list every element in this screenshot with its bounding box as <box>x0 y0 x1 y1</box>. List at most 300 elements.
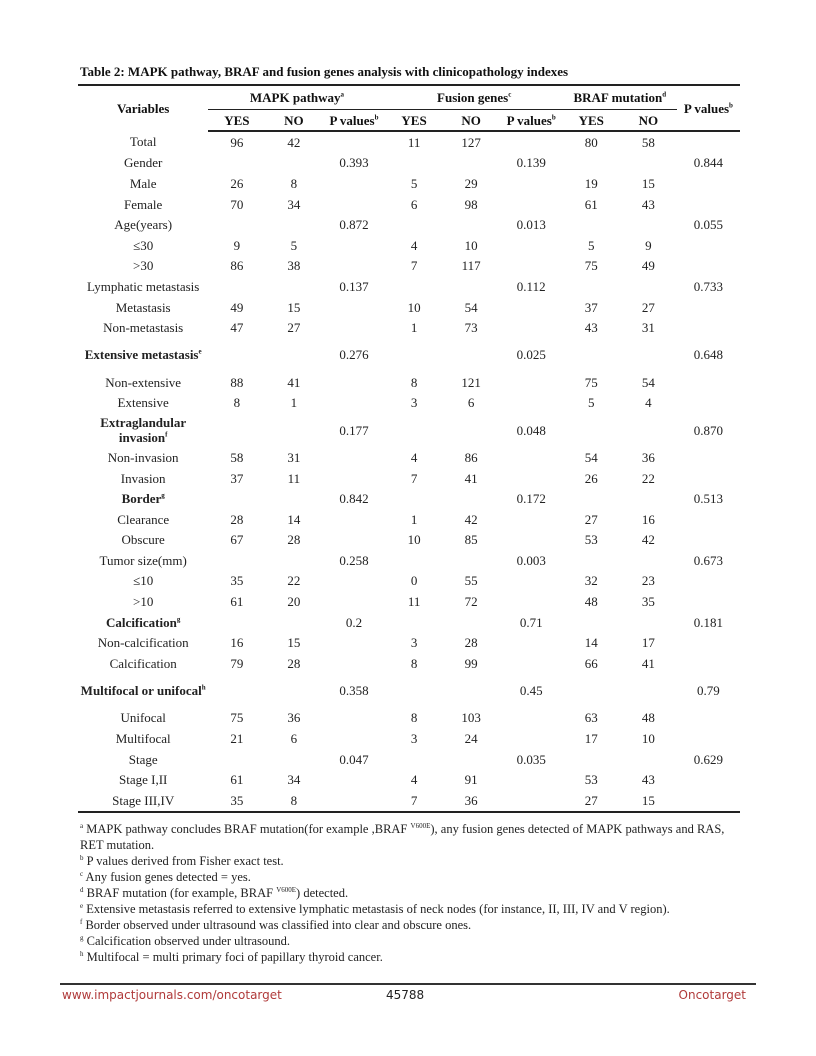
cell-braf-no: 16 <box>641 511 655 527</box>
cell-braf-no: 17 <box>641 635 655 651</box>
cell-braf-yes <box>563 612 620 633</box>
cell-braf-yes <box>563 749 620 770</box>
cell-fusion-yes: 4 <box>410 772 418 788</box>
table-row <box>78 790 740 812</box>
cell-braf-p <box>677 297 740 318</box>
cell-braf-yes: 66 <box>584 655 598 671</box>
cell-fusion-yes: 4 <box>410 237 418 253</box>
cell-fusion-p <box>500 530 563 551</box>
cell-mapk-yes <box>208 674 265 708</box>
cell-braf-p: 0.513 <box>693 491 724 507</box>
cell-braf-yes <box>563 276 620 297</box>
cell-mapk-yes: 28 <box>230 511 244 527</box>
results-table <box>78 84 740 813</box>
cell-mapk-yes: 21 <box>230 731 244 747</box>
cell-fusion-yes <box>386 214 443 235</box>
cell-fusion-p: 0.013 <box>516 217 546 233</box>
cell-mapk-yes: 16 <box>230 635 244 651</box>
cell-mapk-p <box>322 393 385 414</box>
table-row <box>78 393 740 414</box>
cell-braf-p: 0.733 <box>693 278 724 294</box>
cell-mapk-no: 34 <box>287 196 301 212</box>
cell-mapk-p: 0.177 <box>339 422 369 438</box>
header-p-values-braf: P values$^b$ <box>677 85 740 131</box>
cell-fusion-p <box>500 632 563 653</box>
cell-fusion-no <box>443 276 500 297</box>
cell-fusion-p <box>500 509 563 530</box>
cell-mapk-no: 38 <box>287 258 301 274</box>
cell-braf-no: 27 <box>641 299 655 315</box>
cell-braf-p <box>677 509 740 530</box>
cell-braf-yes: 48 <box>584 594 598 610</box>
cell-mapk-yes <box>208 488 265 509</box>
row-label: Lymphatic metastasis <box>87 278 200 294</box>
cell-mapk-p <box>322 769 385 790</box>
page-number: 45788 <box>386 988 425 1002</box>
cell-mapk-no: 6 <box>290 731 298 747</box>
row-label: Metastasis <box>115 299 171 315</box>
cell-mapk-yes <box>208 749 265 770</box>
cell-mapk-yes: 8 <box>233 395 241 411</box>
row-label: Total <box>129 134 157 150</box>
cell-braf-no: 58 <box>641 134 655 150</box>
cell-mapk-yes <box>208 153 265 174</box>
cell-fusion-p <box>500 194 563 215</box>
header-row-groups <box>78 85 740 110</box>
cell-fusion-yes: 7 <box>386 790 443 812</box>
row-label: Non-calcification <box>97 635 189 651</box>
cell-mapk-no: 42 <box>287 134 301 150</box>
cell-fusion-yes: 8 <box>410 655 418 671</box>
cell-fusion-yes: 6 <box>410 196 418 212</box>
cell-fusion-no: 10 <box>464 237 478 253</box>
cell-mapk-yes: 70 <box>230 196 244 212</box>
cell-braf-no <box>620 214 677 235</box>
cell-fusion-no: 103 <box>461 710 481 726</box>
cell-braf-yes: 14 <box>584 635 598 651</box>
cell-fusion-yes <box>386 749 443 770</box>
footnote: $^a$ MAPK pathway concludes BRAF mutation(for example ,BRAF $^{V600E}$), any fusion genes detected of MAPK pathways and RAS, RET mutation. <box>80 821 725 852</box>
cell-braf-no: 15 <box>620 790 677 812</box>
row-label: Multifocal or unifocal$^h$ <box>80 683 206 699</box>
row-label: Clearance <box>117 511 170 527</box>
table-row <box>78 488 740 509</box>
cell-fusion-no: 54 <box>464 299 478 315</box>
cell-braf-no: 43 <box>641 772 655 788</box>
cell-mapk-p <box>322 297 385 318</box>
table-row <box>78 708 740 729</box>
cell-mapk-p <box>322 571 385 592</box>
cell-mapk-no: 20 <box>287 594 301 610</box>
header-fusion-yes: YES <box>386 110 443 132</box>
cell-braf-yes: 37 <box>584 299 598 315</box>
cell-fusion-p <box>500 591 563 612</box>
header-fusion-no: NO <box>443 110 500 132</box>
row-label: Male <box>129 175 157 191</box>
cell-braf-p <box>677 530 740 551</box>
cell-mapk-yes: 61 <box>230 772 244 788</box>
cell-braf-yes: 5 <box>588 237 595 253</box>
cell-braf-p <box>677 571 740 592</box>
cell-mapk-yes: 79 <box>230 655 244 671</box>
cell-braf-yes <box>563 153 620 174</box>
cell-braf-yes: 26 <box>584 470 598 486</box>
cell-braf-p <box>677 256 740 277</box>
row-label: >30 <box>133 258 154 274</box>
cell-mapk-p <box>322 317 385 338</box>
cell-fusion-no: 85 <box>464 532 478 548</box>
cell-braf-p <box>677 447 740 468</box>
table-row <box>78 728 740 749</box>
cell-fusion-p <box>500 708 563 729</box>
cell-fusion-no: 98 <box>464 196 478 212</box>
table-row <box>78 317 740 338</box>
table-row <box>78 153 740 174</box>
cell-fusion-p: 0.45 <box>519 683 543 699</box>
cell-fusion-p <box>500 769 563 790</box>
cell-braf-yes: 27 <box>563 790 620 812</box>
cell-fusion-p: 0.048 <box>516 422 546 438</box>
journal-name: Oncotarget <box>678 988 746 1002</box>
cell-braf-p <box>677 591 740 612</box>
cell-braf-yes: 17 <box>584 731 598 747</box>
cell-braf-yes: 43 <box>584 320 598 336</box>
cell-fusion-no: 127 <box>461 134 481 150</box>
cell-fusion-yes: 3 <box>410 395 418 411</box>
cell-braf-no <box>620 749 677 770</box>
cell-mapk-no <box>265 674 322 708</box>
cell-mapk-no: 28 <box>287 532 301 548</box>
table-row <box>78 173 740 194</box>
cell-fusion-no: 55 <box>464 573 478 589</box>
footnote: $^h$ Multifocal = multi primary foci of papillary thyroid cancer. <box>80 949 383 964</box>
cell-mapk-p: 0.2 <box>345 614 363 630</box>
row-label: Tumor size(mm) <box>99 552 187 568</box>
cell-mapk-yes <box>208 338 265 372</box>
row-label: Stage III,IV <box>78 790 208 812</box>
cell-fusion-p <box>500 317 563 338</box>
table-row <box>78 413 740 447</box>
cell-fusion-yes: 1 <box>410 320 418 336</box>
row-label: Extensive metastasis$^e$ <box>84 347 202 363</box>
header-variables: Variables <box>78 85 208 131</box>
row-label: Gender <box>124 155 163 171</box>
cell-mapk-p <box>322 447 385 468</box>
cell-fusion-p: 0.139 <box>516 155 546 171</box>
row-label: Extensive <box>117 395 169 411</box>
cell-braf-p <box>677 790 740 812</box>
cell-braf-no: 36 <box>641 449 655 465</box>
cell-fusion-yes <box>386 413 443 447</box>
cell-braf-yes <box>563 214 620 235</box>
cell-mapk-p: 0.842 <box>339 491 369 507</box>
cell-fusion-p <box>500 372 563 393</box>
cell-fusion-no: 42 <box>464 511 478 527</box>
cell-mapk-p <box>322 235 385 256</box>
row-label: >10 <box>133 594 154 610</box>
cell-mapk-p <box>322 632 385 653</box>
cell-mapk-no <box>265 749 322 770</box>
cell-mapk-p: 0.047 <box>339 751 369 767</box>
table-body <box>78 131 740 812</box>
header-braf-no: NO <box>620 110 677 132</box>
row-label: Border$^g$ <box>121 491 165 507</box>
table-row <box>78 612 740 633</box>
cell-braf-no: 23 <box>641 573 655 589</box>
row-label: ≤30 <box>133 237 154 253</box>
cell-mapk-yes: 49 <box>230 299 244 315</box>
header-mapk-p: P values$^b$ <box>322 110 385 132</box>
cell-fusion-p <box>500 728 563 749</box>
cell-mapk-p <box>322 530 385 551</box>
cell-mapk-no: 15 <box>287 299 301 315</box>
cell-fusion-p <box>500 256 563 277</box>
table-row <box>78 447 740 468</box>
footer-rule <box>60 983 756 985</box>
cell-braf-no: 22 <box>641 470 655 486</box>
row-label: Invasion <box>120 470 166 486</box>
cell-braf-no: 43 <box>641 196 655 212</box>
cell-braf-no: 48 <box>641 710 655 726</box>
cell-mapk-yes: 96 <box>230 134 244 150</box>
row-label: ≤10 <box>133 573 154 589</box>
table-row <box>78 194 740 215</box>
cell-mapk-p <box>322 131 385 153</box>
cell-fusion-yes: 1 <box>410 511 418 527</box>
table-row <box>78 530 740 551</box>
cell-mapk-p: 0.258 <box>339 552 369 568</box>
journal-url-link[interactable]: www.impactjournals.com/oncotarget <box>62 988 282 1002</box>
table-row <box>78 769 740 790</box>
cell-fusion-p <box>500 447 563 468</box>
cell-braf-yes <box>563 550 620 571</box>
cell-mapk-no: 28 <box>287 655 301 671</box>
cell-fusion-yes: 5 <box>410 175 418 191</box>
cell-mapk-p: 0.872 <box>339 217 369 233</box>
cell-braf-yes: 19 <box>584 175 598 191</box>
cell-braf-p <box>677 468 740 489</box>
cell-braf-no <box>620 338 677 372</box>
table-row <box>78 749 740 770</box>
cell-braf-p: 0.629 <box>693 751 724 767</box>
cell-fusion-yes: 10 <box>407 299 421 315</box>
cell-fusion-no <box>443 153 500 174</box>
cell-fusion-yes: 0 <box>410 573 418 589</box>
cell-fusion-no <box>443 674 500 708</box>
cell-fusion-no: 117 <box>461 258 481 274</box>
footnote: $^c$ Any fusion genes detected = yes. <box>80 869 251 884</box>
cell-mapk-p <box>322 256 385 277</box>
cell-fusion-yes <box>386 338 443 372</box>
cell-mapk-no: 8 <box>290 175 298 191</box>
cell-mapk-yes: 9 <box>233 237 241 253</box>
cell-braf-yes: 32 <box>584 573 598 589</box>
footnote: $^b$ P values derived from Fisher exact test. <box>80 853 284 868</box>
cell-braf-no: 41 <box>641 655 655 671</box>
cell-braf-no: 49 <box>641 258 655 274</box>
cell-mapk-p: 0.276 <box>339 347 369 363</box>
cell-fusion-no <box>443 214 500 235</box>
cell-mapk-no <box>265 413 322 447</box>
cell-mapk-p <box>322 708 385 729</box>
cell-fusion-no: 24 <box>464 731 478 747</box>
table-row <box>78 674 740 708</box>
cell-mapk-yes: 88 <box>230 374 244 390</box>
cell-fusion-no: 6 <box>467 395 475 411</box>
cell-mapk-p <box>322 653 385 674</box>
cell-braf-p <box>677 235 740 256</box>
cell-fusion-yes <box>386 276 443 297</box>
cell-braf-p: 0.181 <box>693 614 724 630</box>
table-row <box>78 131 740 153</box>
cell-mapk-p <box>322 509 385 530</box>
cell-braf-yes: 80 <box>584 134 598 150</box>
cell-braf-no: 31 <box>641 320 655 336</box>
cell-mapk-yes: 58 <box>230 449 244 465</box>
footnote: $^e$ Extensive metastasis referred to extensive lymphatic metastasis of neck nodes (for instance, II, III, IV and V region). <box>80 901 670 916</box>
cell-mapk-yes: 35 <box>230 573 244 589</box>
cell-mapk-yes: 75 <box>230 710 244 726</box>
cell-fusion-no: 29 <box>464 175 478 191</box>
cell-braf-no: 10 <box>641 731 655 747</box>
cell-fusion-yes: 3 <box>410 635 418 651</box>
cell-braf-no: 42 <box>641 532 655 548</box>
cell-braf-no <box>620 153 677 174</box>
cell-fusion-yes <box>386 488 443 509</box>
cell-braf-no <box>620 612 677 633</box>
table-row <box>78 591 740 612</box>
cell-mapk-p <box>322 173 385 194</box>
cell-fusion-p: 0.71 <box>519 614 543 630</box>
footnote: $^d$ BRAF mutation (for example, BRAF $^{V600E}$) detected. <box>80 885 349 900</box>
cell-fusion-yes <box>386 612 443 633</box>
cell-fusion-yes: 3 <box>410 731 418 747</box>
header-mapk-no: NO <box>265 110 322 132</box>
cell-mapk-p: 0.393 <box>339 155 369 171</box>
cell-braf-p <box>677 632 740 653</box>
cell-braf-p <box>677 173 740 194</box>
cell-braf-yes <box>563 338 620 372</box>
cell-braf-yes <box>563 488 620 509</box>
cell-braf-no <box>620 550 677 571</box>
cell-fusion-p <box>500 790 563 812</box>
cell-braf-yes: 61 <box>584 196 598 212</box>
cell-braf-p <box>677 393 740 414</box>
cell-mapk-no: 27 <box>287 320 301 336</box>
cell-braf-p <box>677 728 740 749</box>
cell-braf-no <box>620 413 677 447</box>
cell-fusion-p: 0.025 <box>516 347 546 363</box>
table-row <box>78 297 740 318</box>
table-row <box>78 235 740 256</box>
cell-mapk-no: 14 <box>287 511 301 527</box>
header-group-mapk: MAPK pathway$^a$ <box>208 85 385 110</box>
cell-fusion-yes: 8 <box>410 374 418 390</box>
cell-braf-p: 0.648 <box>693 347 724 363</box>
cell-fusion-p <box>500 173 563 194</box>
cell-mapk-p <box>322 372 385 393</box>
cell-mapk-p <box>322 790 385 812</box>
cell-fusion-p <box>500 393 563 414</box>
cell-braf-no: 54 <box>641 374 655 390</box>
cell-fusion-p <box>500 235 563 256</box>
cell-fusion-p <box>500 653 563 674</box>
row-label: Stage <box>128 751 158 767</box>
cell-braf-yes <box>563 413 620 447</box>
cell-braf-yes: 5 <box>588 395 595 411</box>
cell-fusion-no: 36 <box>443 790 500 812</box>
cell-mapk-no <box>265 153 322 174</box>
cell-mapk-p <box>322 468 385 489</box>
cell-braf-no <box>620 276 677 297</box>
row-label: Non-invasion <box>107 449 179 465</box>
table-row <box>78 509 740 530</box>
cell-mapk-no: 31 <box>287 449 301 465</box>
cell-mapk-yes <box>208 612 265 633</box>
header-mapk-yes: YES <box>208 110 265 132</box>
footnote: $^g$ Calcification observed under ultrasound. <box>80 933 291 948</box>
cell-mapk-p <box>322 194 385 215</box>
cell-mapk-no: 11 <box>287 470 301 486</box>
table-row <box>78 256 740 277</box>
header-braf-yes: YES <box>563 110 620 132</box>
cell-braf-no <box>620 674 677 708</box>
cell-fusion-no: 73 <box>464 320 478 336</box>
cell-mapk-no: 34 <box>287 772 301 788</box>
cell-braf-p <box>677 769 740 790</box>
cell-fusion-yes: 7 <box>410 470 418 486</box>
cell-mapk-no <box>265 550 322 571</box>
cell-fusion-no: 72 <box>464 594 478 610</box>
cell-fusion-no <box>443 338 500 372</box>
cell-fusion-yes <box>386 550 443 571</box>
row-label: Multifocal <box>115 731 171 747</box>
row-label: Stage I,II <box>118 772 168 788</box>
cell-fusion-no: 28 <box>464 635 478 651</box>
cell-fusion-yes <box>386 674 443 708</box>
cell-braf-yes: 27 <box>584 511 598 527</box>
cell-fusion-yes <box>386 153 443 174</box>
cell-mapk-no: 15 <box>287 635 301 651</box>
cell-mapk-p: 0.137 <box>339 278 369 294</box>
cell-fusion-yes: 11 <box>407 594 421 610</box>
cell-fusion-yes: 7 <box>410 258 418 274</box>
cell-braf-p: 0.673 <box>693 552 724 568</box>
cell-fusion-yes: 8 <box>410 710 418 726</box>
cell-fusion-no: 86 <box>464 449 478 465</box>
cell-mapk-yes <box>208 413 265 447</box>
cell-fusion-p <box>500 468 563 489</box>
cell-fusion-no <box>443 749 500 770</box>
cell-mapk-yes <box>208 214 265 235</box>
cell-braf-p: 0.79 <box>697 683 720 699</box>
cell-mapk-yes: 61 <box>230 594 244 610</box>
cell-braf-no: 9 <box>645 237 652 253</box>
header-group-fusion: Fusion genes$^c$ <box>386 85 563 110</box>
cell-mapk-yes: 47 <box>230 320 244 336</box>
cell-braf-p: 0.844 <box>693 155 724 171</box>
row-label: Non-metastasis <box>103 320 184 336</box>
header-fusion-p: P values$^b$ <box>500 110 563 132</box>
cell-braf-no: 35 <box>641 594 655 610</box>
cell-mapk-no <box>265 612 322 633</box>
cell-mapk-yes <box>208 550 265 571</box>
row-label: Unifocal <box>120 710 166 726</box>
cell-fusion-no <box>443 488 500 509</box>
cell-mapk-yes: 67 <box>230 532 244 548</box>
cell-mapk-p <box>322 591 385 612</box>
cell-fusion-no <box>443 612 500 633</box>
